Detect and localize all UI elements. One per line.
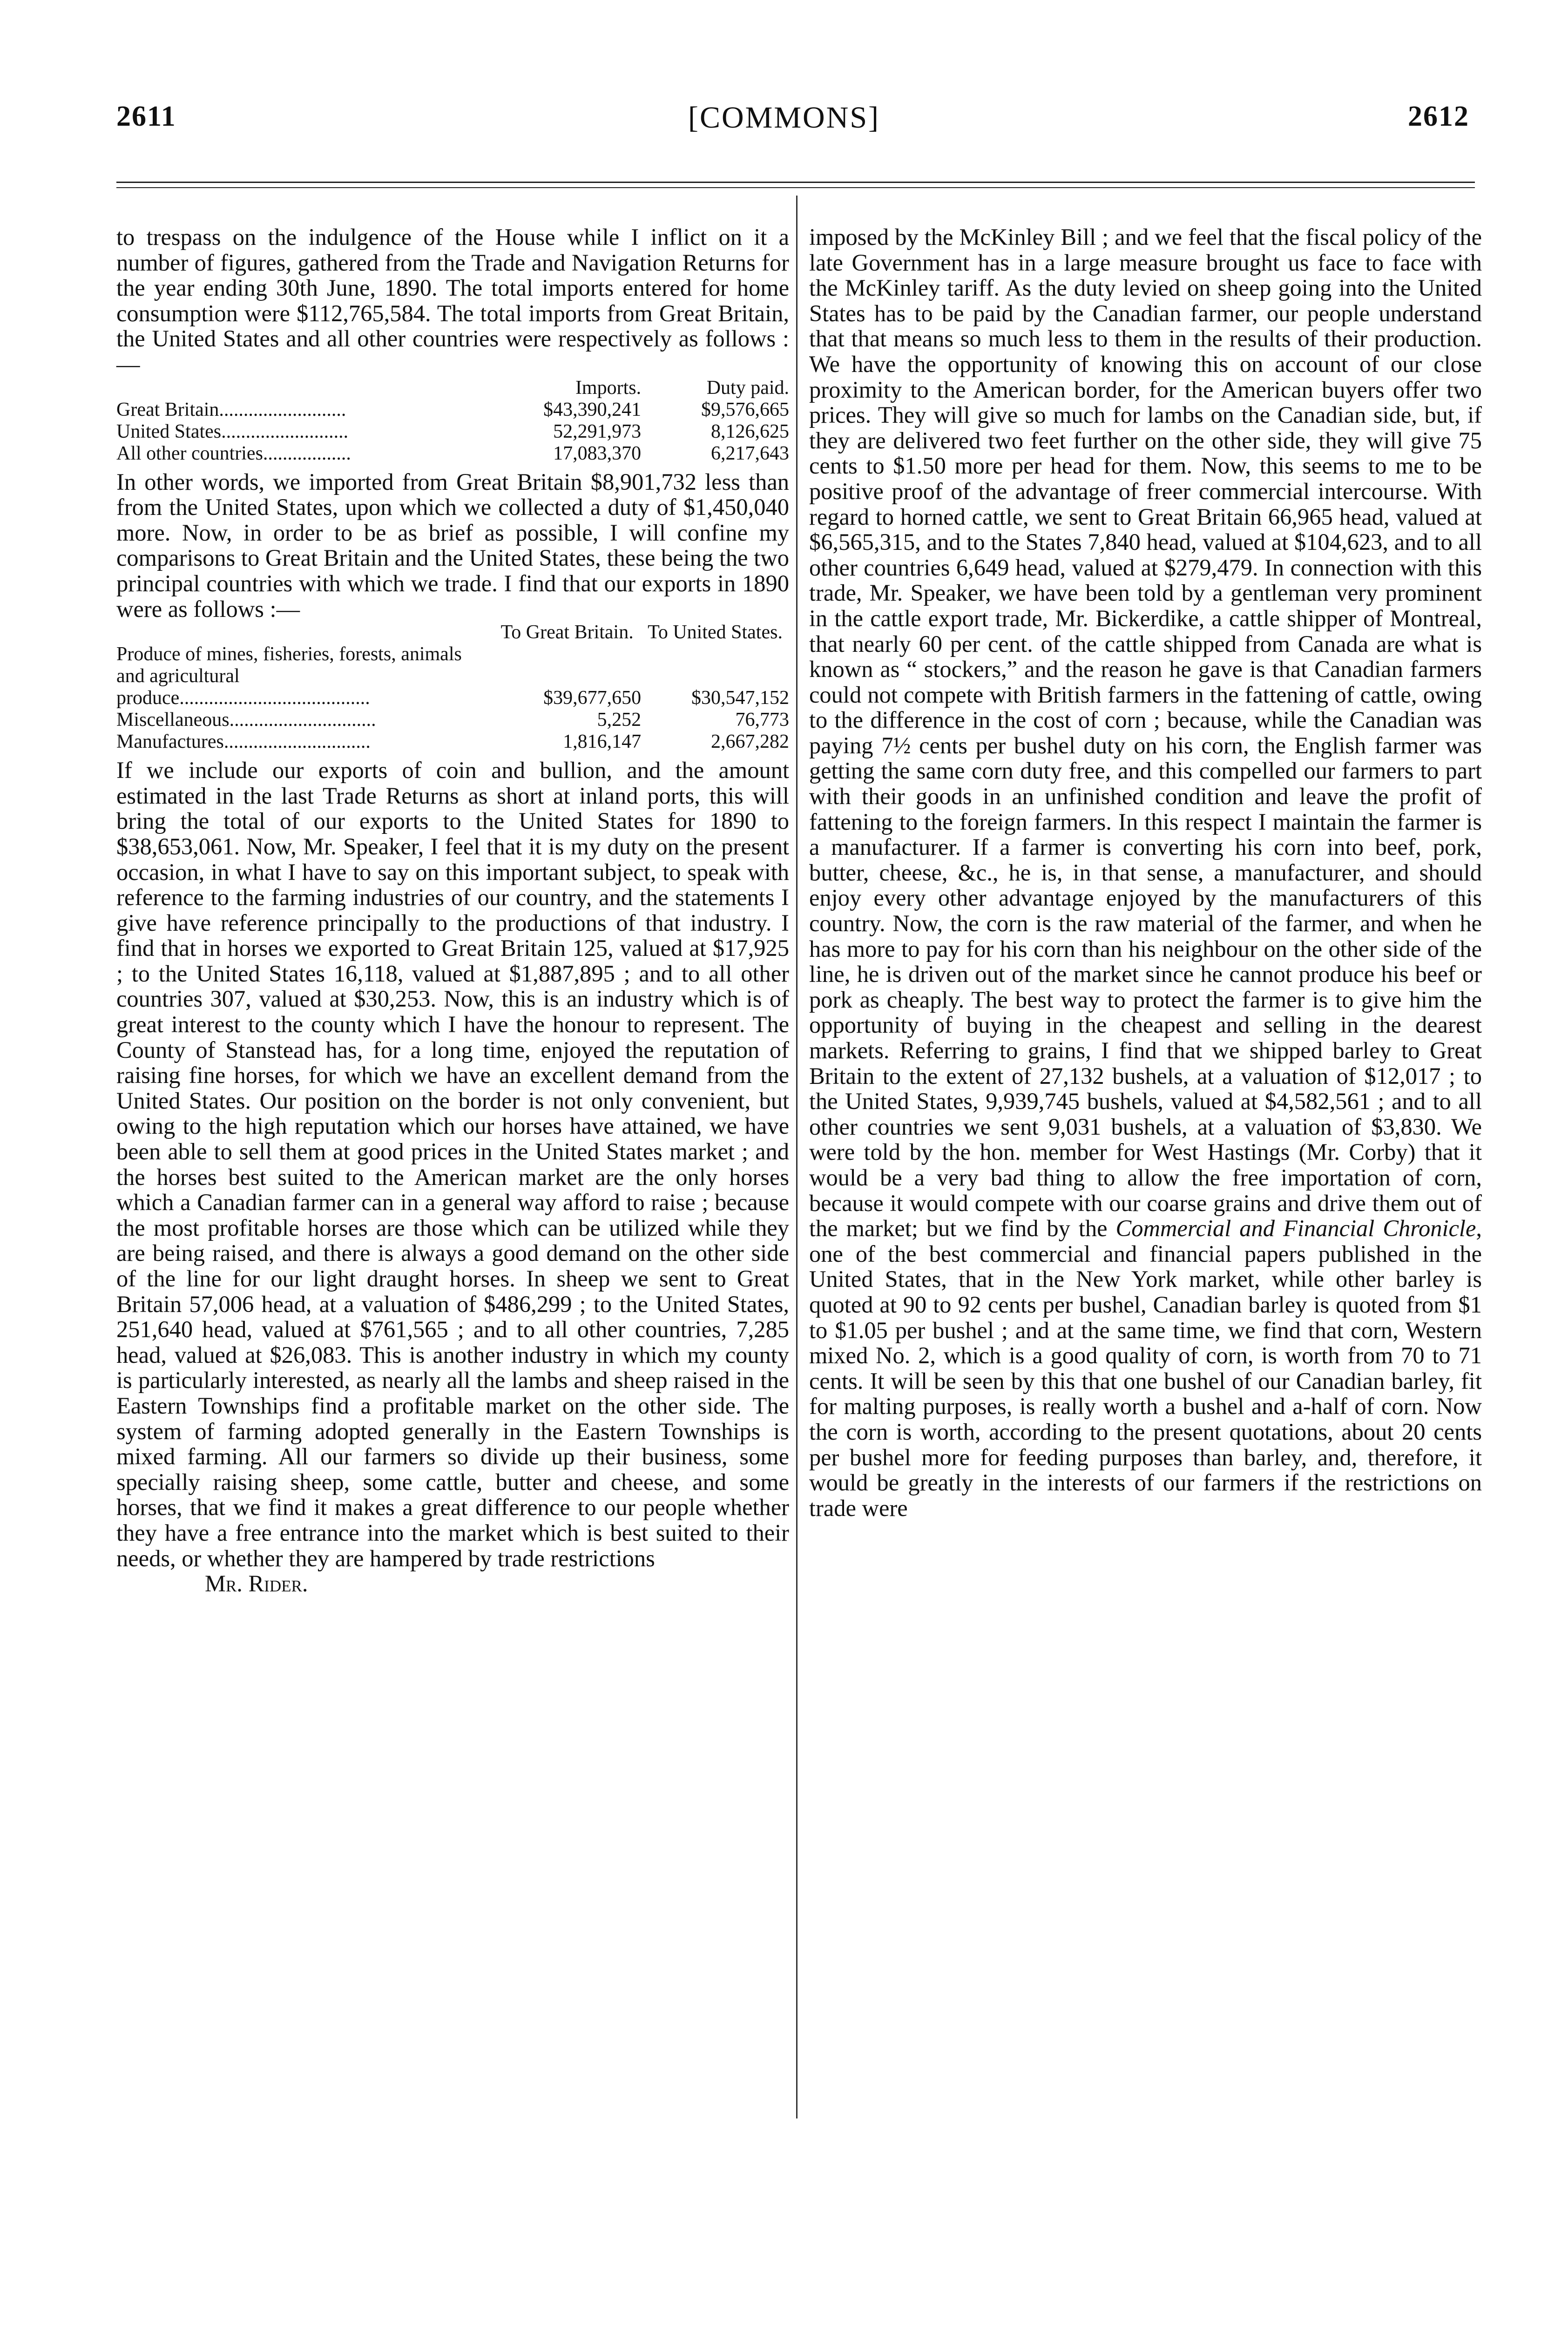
table-header: To United States. [648,622,783,643]
paragraph: If we include our exports of coin and bullion, and the amount estimated in the last Trade Returns as short at inland ports, this will bring the total of our exports to the United States for 1890 to $38,653,061. Now, Mr. Speaker, I feel that it is my duty on the present occasion, in what I have to say on this important subject, to speak with reference to the farming industries of our country, and the statements I give have reference principally to the productions of that industry. I find that in horses we exported to Great Britain 125, valued at $17,925 ; to the United States 16,118, valued at $1,887,895 ; and to all other countries 307, valued at $30,253. Now, this is an industry which is of great interest to the county which I have the honour to represent. The County of Stanstead has, for a long time, enjoyed the reputation of raising fine horses, for which we have an excellent demand from the United States. Our position on the border is not only convenient, but owing to the high reputation which our horses have attained, we have been able to sell them at good prices in the United States market ; and the horses best suited to the American market are the only horses which a Canadian farmer can in a general way afford to raise ; because the most profitable horses are those which can be utilized while they are being raised, and there is always a good demand on the other side of the line for our light draught horses. In sheep we sent to Great Britain 57,006 head, at a valuation of $486,299 ; to the United States, 251,640 head, valued at $761,565 ; and to all other countries, 7,285 head, valued at $26,083. This is another industry in which my county is particularly interested, as nearly all the lambs and sheep raised in the Eastern Townships find a profitable market on the other side. The system of farming adopted generally in the Eastern Townships is mixed farming. All our farmers so divide up their business, some specially raising sheep, some cattle, butter and cheese, and some horses, that we find it makes a great difference to our people whether they have a free entrance into the market which is best suited to their needs, or whether they are hampered by trade restrictions [116,757,789,1571]
page-header [0,100,1568,156]
table-cell: 52,291,973 [553,420,642,442]
table-cell: Produce of mines, fisheries, forests, animals and agricultural produce....................................... [116,643,462,709]
table-cell: 8,126,625 [711,420,789,442]
table-cell: 17,083,370 [553,442,642,464]
table-header-row [116,377,789,399]
table-cell: Manufactures.............................. [116,731,371,753]
table-cell: $43,390,241 [543,399,642,420]
paragraph-text: , one of the best commercial and financial papers published in the United States, that in the New York market, while other barley is quoted at 90 to 92 cents per bushel, Canadian barley is quoted from $1 to $1.05 per bushel ; and at the same time, we find that corn, Western mixed No. 2, which is a good quality of corn, is worth from 70 to 71 cents. It will be seen by this that one bushel of our Canadian barley, fit for malting purposes, is really worth a bushel and a-half of corn. Now the corn is worth, according to the present quotations, about 20 cents per bushel more for feeding purposes than barley, and, therefore, it would be greatly in the interests of our farmers if the restrictions on trade were [809,1215,1482,1521]
paragraph: In other words, we imported from Great Britain $8,901,732 less than from the United States, upon which we collected a duty of $1,450,040 more. Now, in order to be as brief as possible, I will confine my comparisons to Great Britain and the United States, these being the two principal countries with which we trade. I find that our exports in 1890 were as follows :— [116,468,789,622]
table-header [116,377,493,399]
table-row [116,709,789,731]
paragraph-text: imposed by the McKinley Bill ; and we feel that the fiscal policy of the late Government has in a large measure brought us face to face with the McKinley tariff. As the duty levied on sheep going into the United States has to be paid by the Canadian farmer, our people understand that that means so much less to them in the results of their production. We have the opportunity of knowing this on account of our close proximity to the American border, for the American buyers offer two prices. They will give so much for lambs on the Canadian side, but, if they are delivered two feet further on the other side, they will give 75 cents to $1.50 more per head for them. Now, this seems to me to be positive proof of the advantage of freer commercial intercourse. With regard to horned cattle, we sent to Great Britain 66,965 head, valued at $6,565,315, and to the States 7,840 head, valued at $104,623, and to all other countries 6,649 head, valued at $279,479. In connection with this trade, Mr. Speaker, we have been told by a gentleman very prominent in the cattle export trade, Mr. Bickerdike, a cattle shipper of Montreal, that nearly 60 per cent. of the cattle shipped from Canada are what is known as “ stockers,” and the reason he gave is that Canadian farmers could not compete with British farmers in the fattening of cattle, owing to the difference in the cost of corn ; because, while the Canadian was paying 7½ cents per bushel duty on his corn, the English farmer was getting the same corn duty free, and this compelled our farmers to part with their goods in an unfinished condition and leave the profit of fattening to the foreign farmers. In this respect I maintain the farmer is a manufacturer. If a farmer is converting his corn into beef, pork, butter, cheese, &c., he is, in that sense, a manufacturer, and should enjoy every other advantage enjoyed by the manufacturers of this country. Now, the corn is the raw material of the farmer, and when he has more to pay for his corn than his neighbour on the other side of the line, he is driven out of the market since he cannot produce his beef or pork as cheaply. The best way to protect the farmer is to give him the opportunity of buying in the cheapest and selling in the dearest markets. Referring to grains, I find that we shipped barley to Great Britain to the extent of 27,132 bushels, at a valuation of $12,017 ; to the United States, 9,939,745 bushels, valued at $4,582,561 ; and to all other countries we sent 9,031 bushels, at a valuation of $3,830. We were told by the hon. member for West Hastings (Mr. Corby) that it would be a very bad thing to allow the free importation of corn, because it would compete with our coarse grains and drive them out of the market; but we find by the [809,224,1482,1242]
table-cell: Miscellaneous.............................. [116,709,376,731]
table-cell: All other countries.................. [116,442,351,464]
speaker-signature: Mr. Rider. [205,1570,308,1597]
table-row [116,421,789,443]
page-number-right: 2612 [1408,101,1469,132]
table-row [116,399,789,421]
column-divider [796,196,798,2118]
paragraph [809,224,1482,1521]
table-header [116,622,493,643]
table-cell: Great Britain.......................... [116,399,346,420]
table-cell: 6,217,643 [711,442,789,464]
running-title: [COMMONS] [688,101,880,135]
page-number-left: 2611 [116,101,176,132]
table-row [116,731,789,753]
table-cell: $39,677,650 [543,687,642,709]
table-cell: United States.......................... [116,420,349,442]
table-header: Duty paid. [706,377,789,399]
table-cell: $9,576,665 [701,399,789,420]
table-cell: 1,816,147 [563,731,642,753]
table-cell: 76,773 [735,709,789,731]
table-header: Imports. [575,377,642,399]
imports-table [116,377,789,465]
table-header-row [116,622,789,643]
table-cell: $30,547,152 [691,687,789,709]
exports-table [116,622,789,753]
table-header: To Great Britain. [500,622,634,643]
right-column [809,224,1482,1521]
table-row [116,443,789,465]
table-row [116,643,789,709]
paragraph: to trespass on the indulgence of the House while I inflict on it a number of figures, gathered from the Trade and Navigation Returns for the year ending 30th June, 1890. The total imports entered for home consumption were $112,765,584. The total imports from Great Britain, the United States and all other countries were respectively as follows :— [116,224,789,377]
left-column [116,224,789,1597]
table-cell: 2,667,282 [711,731,789,753]
header-rule [116,182,1475,183]
header-rule-thin [116,187,1475,188]
table-cell: 5,252 [597,709,642,731]
publication-title: Commercial and Financial Chronicle [1115,1215,1476,1242]
